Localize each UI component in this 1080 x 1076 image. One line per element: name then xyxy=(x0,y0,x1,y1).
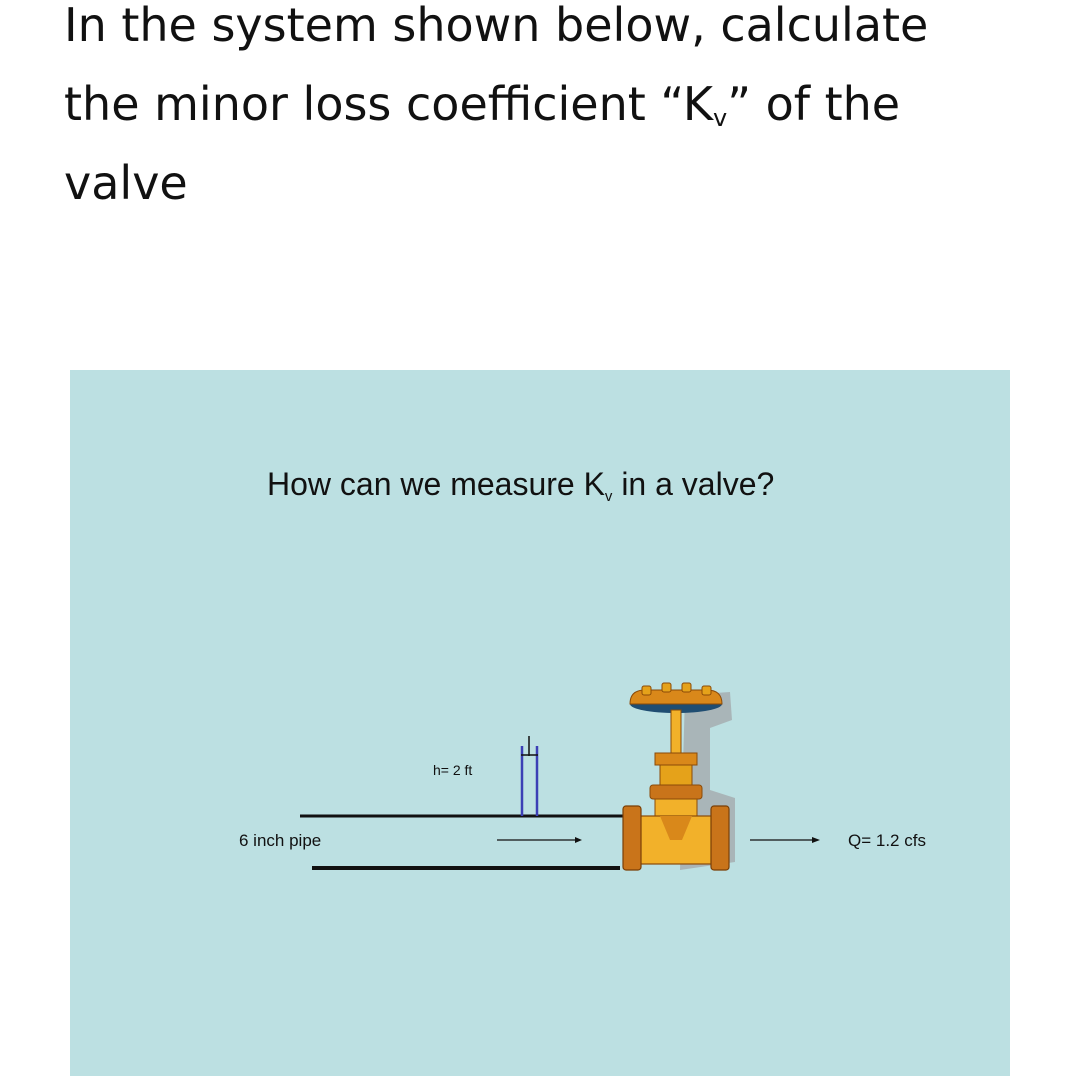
question-text xyxy=(64,0,1024,223)
question-line-2 xyxy=(64,77,900,131)
figure-title-subscript: v xyxy=(604,488,613,505)
pipe-system-diagram xyxy=(70,370,1010,1076)
manometer-icon xyxy=(521,736,538,816)
question-subscript: v xyxy=(713,104,728,132)
figure-title-end: in a valve? xyxy=(612,466,775,502)
question-line-2-end: ” of the xyxy=(727,77,901,131)
figure-panel xyxy=(70,370,1010,1076)
outlet-arrow-icon xyxy=(750,837,820,843)
question-line-1: In the system shown below, calculate xyxy=(64,0,929,52)
flow-rate-label: Q= 1.2 cfs xyxy=(848,831,926,850)
question-line-3: valve xyxy=(64,156,188,210)
pipe-label: 6 inch pipe xyxy=(239,831,322,850)
gate-valve-icon xyxy=(623,683,735,870)
figure-title-start: How can we measure K xyxy=(267,466,605,502)
flow-arrow-icon xyxy=(497,837,582,843)
question-line-2-start: the minor loss coefficient “K xyxy=(64,77,713,131)
head-label: h= 2 ft xyxy=(433,762,473,778)
